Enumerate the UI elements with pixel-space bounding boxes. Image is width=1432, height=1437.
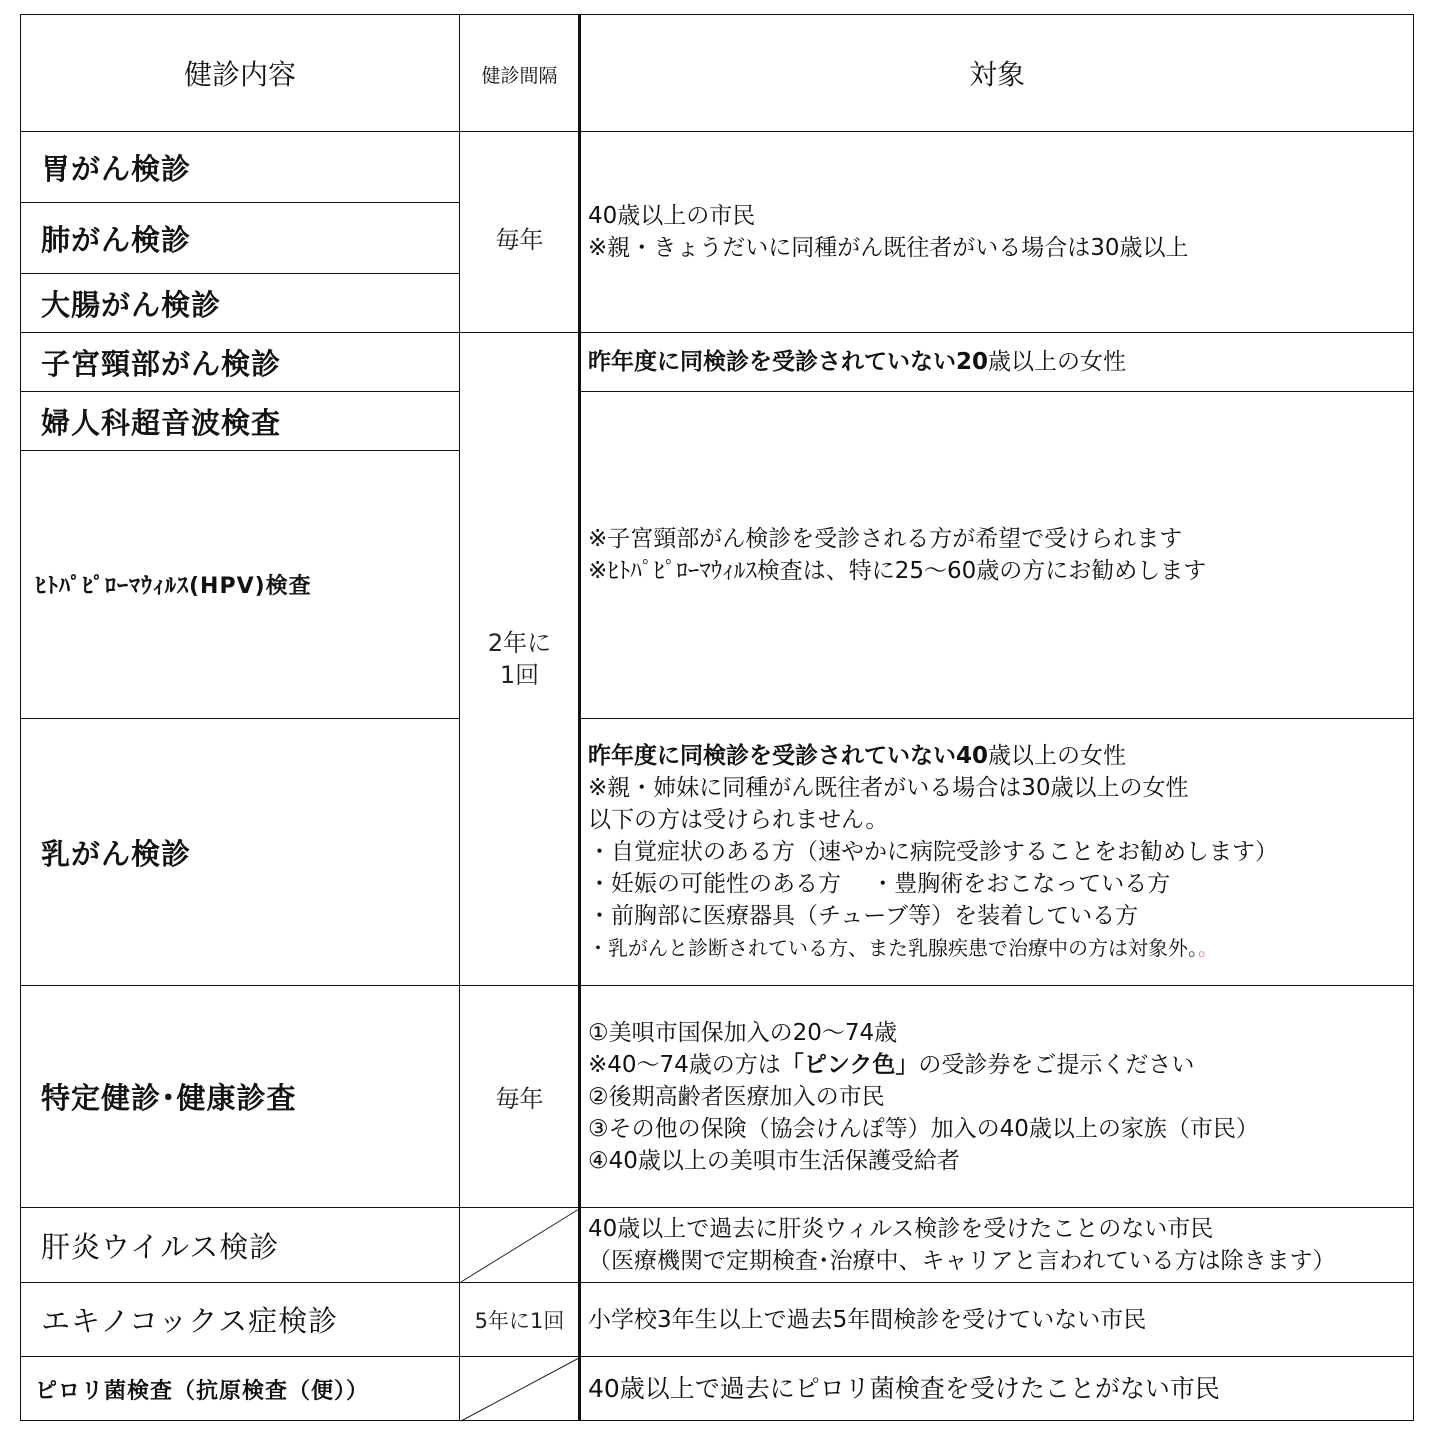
checkup-name: エキノコックス症検診	[41, 1304, 339, 1338]
interval-biennial	[459, 332, 579, 985]
row-breast-cancer	[20, 718, 459, 985]
checkup-name: 大腸がん検診	[41, 287, 222, 322]
row-gyn-ultrasound	[20, 391, 459, 450]
header-label: 健診間隔	[481, 65, 558, 87]
interval-annual	[459, 131, 579, 332]
interval-text: 1回	[499, 661, 540, 689]
checkup-name: 特定健診･健康診査	[41, 1081, 297, 1115]
target-line: ・前胸部に医療器具（チューブ等）を装着している方	[588, 903, 1139, 929]
checkup-name: 肝炎ウイルス検診	[41, 1229, 280, 1264]
row-specific-health-checkup	[20, 985, 459, 1207]
diagonal-slash-icon	[460, 1357, 580, 1422]
interval-text: 毎年	[495, 1085, 544, 1113]
target-text: 歳以上の女性	[988, 743, 1127, 769]
interval-text: 2年に	[487, 629, 552, 657]
header-checkup-content	[20, 14, 459, 131]
target-line: ※ﾋﾄﾊﾟﾋﾟﾛｰﾏｳｨﾙｽ検査は、特に25～60歳の方にお勧めします	[588, 558, 1207, 584]
target-bold: 「ピンク色」	[780, 1051, 919, 1078]
target-hpv-ultrasound	[579, 391, 1414, 718]
header-label: 健診内容	[183, 58, 296, 91]
row-lung-cancer	[20, 202, 459, 273]
target-line: 40歳以上で過去に肝炎ウィルス検診を受けたことのない市民	[588, 1216, 1214, 1242]
target-cervical	[579, 332, 1414, 391]
checkup-name: 子宮頸部がん検診	[41, 346, 282, 381]
row-cervical-cancer	[20, 332, 459, 391]
checkup-name: 婦人科超音波検査	[41, 405, 282, 440]
column-divider	[578, 14, 581, 1421]
checkup-name: ﾋﾄﾊﾟﾋﾟﾛｰﾏｳｨﾙｽ(HPV)検査	[35, 574, 312, 599]
target-line: ・自覚症状のある方（速やかに病院受診することをお勧めします）	[588, 839, 1278, 865]
header-target	[579, 14, 1414, 131]
target-line: ・妊娠の可能性のある方 ・豊胸術をおこなっている方	[588, 871, 1171, 897]
checkup-name: ピロリ菌検査（抗原検査（便））	[35, 1378, 370, 1404]
target-bold: 昨年度に同検診を受診されていない20	[588, 349, 989, 375]
target-line: ④40歳以上の美唄市生活保護受給者	[588, 1147, 960, 1174]
target-line: 以下の方は受けられません。	[588, 807, 889, 833]
target-line: 40歳以上の市民	[588, 203, 756, 229]
target-hepatitis	[579, 1207, 1414, 1282]
row-colon-cancer	[20, 273, 459, 332]
interval-text: 5年に1回	[474, 1308, 565, 1333]
stray-mark: 。	[1198, 936, 1218, 960]
interval-text: 毎年	[495, 226, 544, 254]
target-line: ※子宮頸部がん検診を受診される方が希望で受けられます	[588, 526, 1183, 552]
target-line: 40歳以上で過去にピロリ菌検査を受けたことがない市民	[588, 1374, 1220, 1403]
target-line: ①美唄市国保加入の20～74歳	[588, 1019, 898, 1046]
interval-annual-specific	[459, 985, 579, 1207]
target-text: ※40～74歳の方は	[588, 1051, 781, 1078]
target-line: ②後期高齢者医療加入の市民	[588, 1083, 885, 1110]
checkup-name: 胃がん検診	[41, 151, 192, 186]
row-hpv-test	[20, 450, 459, 718]
target-line: ・乳がんと診断されている方、また乳腺疾患で治療中の方は対象外。	[588, 936, 1198, 960]
diagonal-slash-icon	[460, 1208, 580, 1283]
interval-five-years	[459, 1282, 579, 1356]
checkup-name: 乳がん検診	[41, 836, 192, 871]
interval-none-pylori	[459, 1356, 579, 1421]
checkup-name: 肺がん検診	[41, 222, 192, 257]
target-bold: 昨年度に同検診を受診されていない40	[588, 743, 989, 769]
target-line: ③その他の保険（協会けんぽ等）加入の40歳以上の家族（市民）	[588, 1115, 1259, 1142]
target-echinococcus	[579, 1282, 1414, 1356]
target-line: ※親・姉妹に同種がん既往者がいる場合は30歳以上の女性	[588, 775, 1189, 801]
target-line: 小学校3年生以上で過去5年間検診を受けていない市民	[588, 1306, 1147, 1333]
target-line: （医療機関で定期検査･治療中、キャリアと言われている方は除きます）	[588, 1248, 1336, 1274]
row-pylori	[20, 1356, 459, 1421]
target-group1	[579, 131, 1414, 332]
target-breast	[579, 718, 1414, 985]
header-label: 対象	[968, 58, 1025, 91]
target-text: 歳以上の女性	[988, 349, 1127, 375]
target-line: ※親・きょうだいに同種がん既往者がいる場合は30歳以上	[588, 235, 1189, 261]
header-interval	[459, 14, 579, 131]
interval-none-hepatitis	[459, 1207, 579, 1282]
row-echinococcus	[20, 1282, 459, 1356]
target-text: の受診券をご提示ください	[918, 1051, 1195, 1078]
target-pylori	[579, 1356, 1414, 1421]
health-checkup-table	[20, 14, 1414, 1421]
target-specific	[579, 985, 1414, 1207]
row-hepatitis-virus	[20, 1207, 459, 1282]
row-stomach-cancer	[20, 131, 459, 202]
